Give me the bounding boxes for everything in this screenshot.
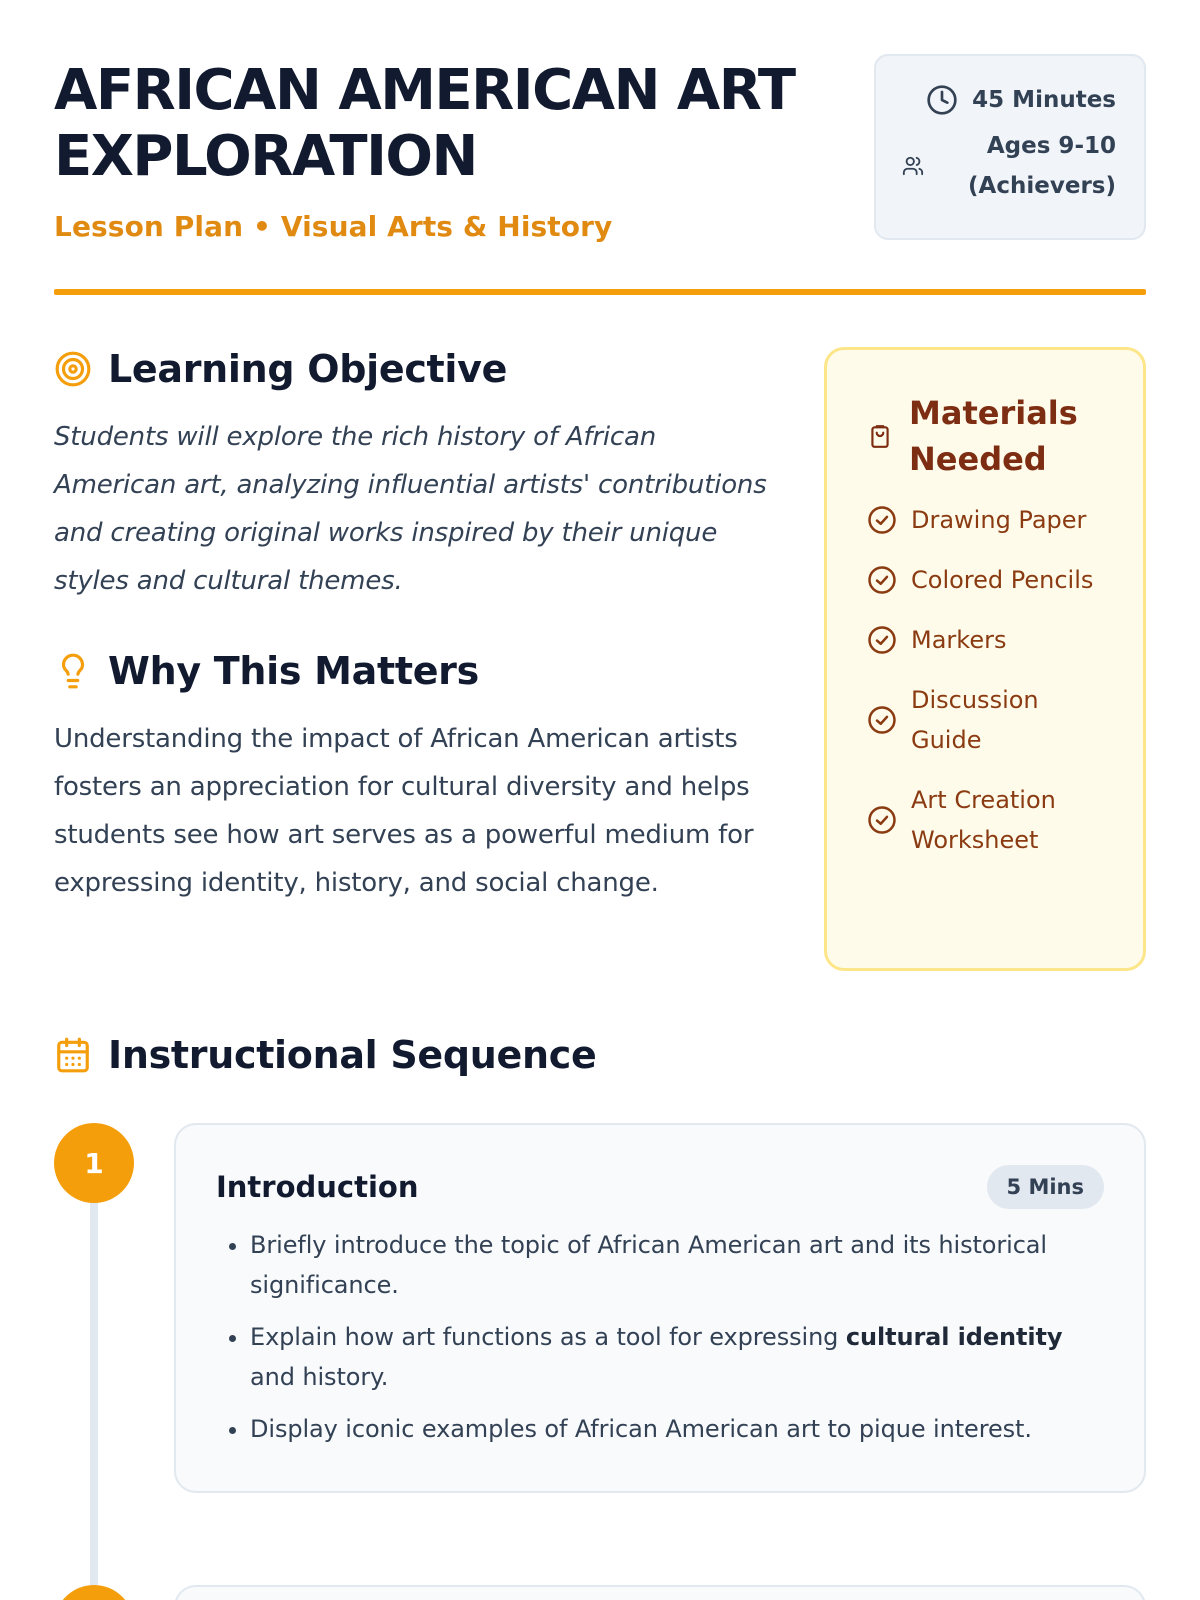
materials-item-label: Discussion Guide xyxy=(911,686,1039,754)
materials-item xyxy=(867,620,1115,660)
step-duration-badge: 5 Mins xyxy=(987,1165,1104,1209)
step-card-next xyxy=(174,1585,1146,1600)
ages-row xyxy=(902,126,1116,206)
header xyxy=(54,54,1146,243)
why-text: Understanding the impact of African American artists fosters an appreciation for cultural diversity and helps students see how art serves as a powerful medium for expressing identity, history, and social change. xyxy=(54,724,754,898)
materials-item-label: Art Creation Worksheet xyxy=(911,786,1056,854)
materials-item xyxy=(867,780,1115,860)
step-number-badge: 1 xyxy=(54,1123,134,1203)
check-circle-icon xyxy=(867,625,897,655)
check-circle-icon xyxy=(867,705,897,735)
objective-heading-text: Learning Objective xyxy=(108,347,508,391)
duration-row xyxy=(902,84,1116,116)
meta-card xyxy=(874,54,1146,240)
overview-section xyxy=(54,347,1146,971)
lightbulb-icon xyxy=(54,652,92,690)
step-title: Introduction xyxy=(216,1170,419,1204)
target-icon xyxy=(54,350,92,388)
materials-item-label: Colored Pencils xyxy=(911,566,1094,594)
step-card xyxy=(174,1123,1146,1493)
clipboard-icon xyxy=(867,423,893,449)
materials-item xyxy=(867,500,1115,540)
step-bullet xyxy=(250,1225,1104,1305)
materials-list xyxy=(867,500,1115,860)
materials-item-label: Drawing Paper xyxy=(911,506,1087,534)
title-block xyxy=(54,54,854,243)
page-subtitle: Lesson Plan • Visual Arts & History xyxy=(54,210,613,243)
materials-heading xyxy=(867,390,1115,482)
users-icon xyxy=(902,155,924,177)
bullet-emphasis: cultural identity xyxy=(845,1323,1063,1351)
overview-left-column xyxy=(54,347,774,971)
bullet-text: Explain how art functions as a tool for expressing xyxy=(250,1323,846,1351)
bullet-text: Briefly introduce the topic of African American art and its historical significance. xyxy=(250,1231,1047,1299)
calendar-icon xyxy=(54,1036,92,1074)
materials-item xyxy=(867,560,1115,600)
bullet-text: Display iconic examples of African American art to pique interest. xyxy=(250,1415,1032,1443)
materials-item-label: Markers xyxy=(911,626,1007,654)
clock-icon xyxy=(926,84,958,116)
check-circle-icon xyxy=(867,805,897,835)
sequence-heading-text: Instructional Sequence xyxy=(108,1033,597,1077)
materials-card xyxy=(824,347,1146,971)
timeline-line xyxy=(90,1163,98,1600)
step-bullet xyxy=(250,1409,1104,1449)
ages-text: Ages 9-10 (Achievers) xyxy=(968,133,1116,199)
page-title: AFRICAN AMERICAN ART EXPLORATION xyxy=(54,58,795,189)
sequence-heading xyxy=(54,1033,1146,1077)
step-bullet xyxy=(250,1317,1104,1397)
step-number-badge-next xyxy=(54,1585,134,1600)
why-heading-text: Why This Matters xyxy=(108,649,479,693)
step-bullets xyxy=(216,1225,1104,1449)
bullet-text: and history. xyxy=(250,1363,389,1391)
check-circle-icon xyxy=(867,505,897,535)
materials-heading-text: Materials Needed xyxy=(909,394,1078,478)
why-heading xyxy=(54,649,774,693)
header-divider xyxy=(54,289,1146,295)
duration-text: 45 Minutes xyxy=(972,87,1116,113)
step-header xyxy=(216,1165,1104,1209)
check-circle-icon xyxy=(867,565,897,595)
timeline xyxy=(54,1123,1146,1600)
materials-item xyxy=(867,680,1115,760)
objective-text: Students will explore the rich history of African American art, analyzing influential artists' contributions and creating original works inspired by their unique styles and cultural themes. xyxy=(54,422,767,596)
objective-heading xyxy=(54,347,774,391)
